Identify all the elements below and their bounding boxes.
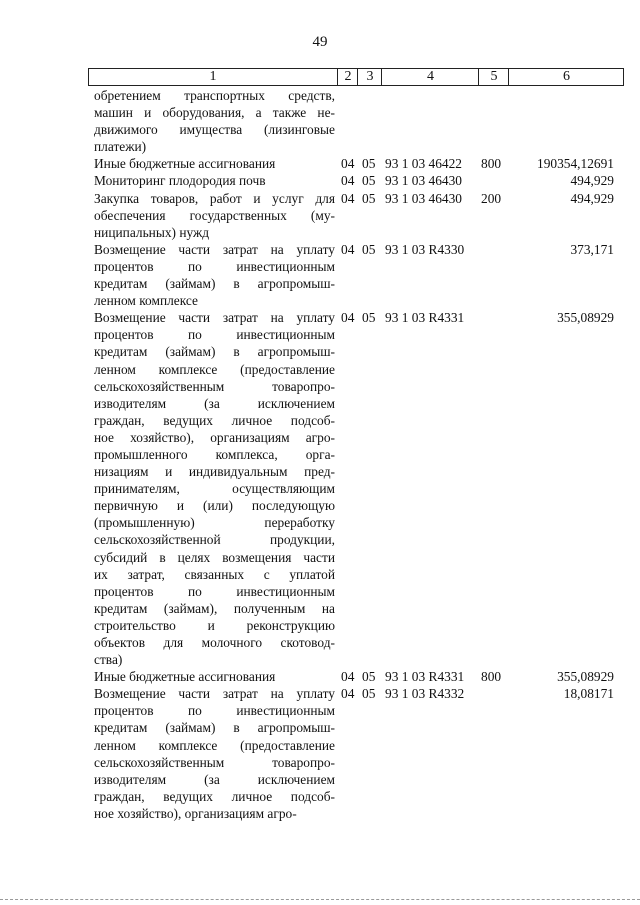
target-article-code: 93 1 03 R4332 [385,686,465,702]
table-row [0,172,640,189]
expense-type-code: 800 [481,669,502,685]
header-col-6: 6 [508,69,624,85]
table-body [0,87,640,822]
amount-value: 190354,12691 [537,156,614,172]
amount-value: 373,171 [570,241,614,257]
target-article-code: 93 1 03 46430 [385,190,462,206]
description-line: Закупка товаров, работ и услуг для [94,190,335,206]
description-line: изводителям (за исключением [94,771,335,787]
header-col-3: 3 [357,69,382,85]
page-bottom-edge [0,899,640,900]
subsection-code: 05 [362,669,376,685]
target-article-code: 93 1 03 46422 [385,156,462,172]
description-line: Иные бюджетные ассигнования [94,669,276,685]
description-line: процентов по инвестиционным [94,583,335,599]
description-line: ленном комплексе [94,293,198,309]
description-line: кредитам (займам) в агропромыш- [94,720,335,736]
description-line: строительство и реконструкцию [94,617,335,633]
subsection-code: 05 [362,686,376,702]
description-line: сельскохозяйственным товаропро- [94,378,335,394]
description-line: ное хозяйство), организациям агро- [94,429,335,445]
description-line: ства) [94,652,123,668]
section-code: 04 [341,173,355,189]
table-row [0,155,640,172]
page-number: 49 [312,34,328,50]
description-line: Возмещение части затрат на уплату [94,686,335,702]
header-col-2: 2 [337,69,358,85]
row-description [94,309,335,668]
subsection-code: 05 [362,241,376,257]
header-col-1: 1 [209,69,217,84]
expense-type-code: 200 [481,190,502,206]
section-code: 04 [341,190,355,206]
target-article-code: 93 1 03 46430 [385,173,462,189]
description-line: первичную и (или) последующую [94,498,335,514]
subsection-code: 05 [362,156,376,172]
row-description [94,155,335,172]
description-line: граждан, ведущих личное подсоб- [94,412,335,428]
table-row [0,668,640,685]
amount-value: 355,08929 [557,669,614,685]
table-row [0,685,640,822]
row-description [94,685,335,822]
description-line: низациям и индивидуальным пред- [94,464,335,480]
description-line: машин и оборудования, а также не- [94,105,335,121]
description-line: принимателям, осуществляющим [94,481,335,497]
description-line: обеспечения государственных (му- [94,207,335,223]
description-line: платежи) [94,139,147,155]
subsection-code: 05 [362,173,376,189]
section-code: 04 [341,310,355,326]
row-description [94,668,335,685]
target-article-code: 93 1 03 R4331 [385,669,465,685]
header-col-4: 4 [381,69,479,85]
description-line: субсидий в целях возмещения части [94,549,335,565]
description-line: промышленного комплекса, орга- [94,446,335,462]
description-line: процентов по инвестиционным [94,327,335,343]
section-code: 04 [341,156,355,172]
description-line: сельскохозяйственной продукции, [94,532,335,548]
amount-value: 494,929 [570,190,614,206]
expense-type-code: 800 [481,156,502,172]
table-header-row [88,68,624,86]
description-line: Мониторинг плодородия почв [94,173,266,189]
description-line: Возмещение части затрат на уплату [94,310,335,326]
description-line: ное хозяйство), организациям агро- [94,805,297,821]
description-line: Иные бюджетные ассигнования [94,156,276,172]
section-code: 04 [341,686,355,702]
description-line: граждан, ведущих личное подсоб- [94,788,335,804]
description-line: ленном комплексе (предоставление [94,737,335,753]
description-line: ленном комплексе (предоставление [94,361,335,377]
section-code: 04 [341,669,355,685]
description-line: процентов по инвестиционным [94,703,335,719]
table-row [0,241,640,309]
description-line: их затрат, связанных с уплатой [94,566,335,582]
description-line: сельскохозяйственным товаропро- [94,754,335,770]
row-description [94,87,335,155]
amount-value: 18,08171 [563,686,614,702]
description-line: кредитам (займам), полученным на [94,600,335,616]
table-row [0,190,640,241]
row-description [94,190,335,241]
description-line: кредитам (займам) в агропромыш- [94,276,335,292]
row-description [94,172,335,189]
target-article-code: 93 1 03 R4331 [385,310,465,326]
description-line: обретением транспортных средств, [94,88,335,103]
amount-value: 355,08929 [557,310,614,326]
description-line: кредитам (займам) в агропромыш- [94,344,335,360]
description-line: Возмещение части затрат на уплату [94,241,335,257]
row-description [94,241,335,309]
description-line: изводителям (за исключением [94,395,335,411]
table-row [0,87,640,155]
description-line: (промышленную) переработку [94,515,335,531]
subsection-code: 05 [362,310,376,326]
header-col-5: 5 [478,69,509,85]
amount-value: 494,929 [570,173,614,189]
description-line: процентов по инвестиционным [94,258,335,274]
target-article-code: 93 1 03 R4330 [385,241,465,257]
description-line: ниципальных) нужд [94,224,210,240]
table-row [0,309,640,668]
description-line: движимого имущества (лизинговые [94,122,335,138]
description-line: объектов для молочного скотовод- [94,635,335,650]
section-code: 04 [341,241,355,257]
subsection-code: 05 [362,190,376,206]
